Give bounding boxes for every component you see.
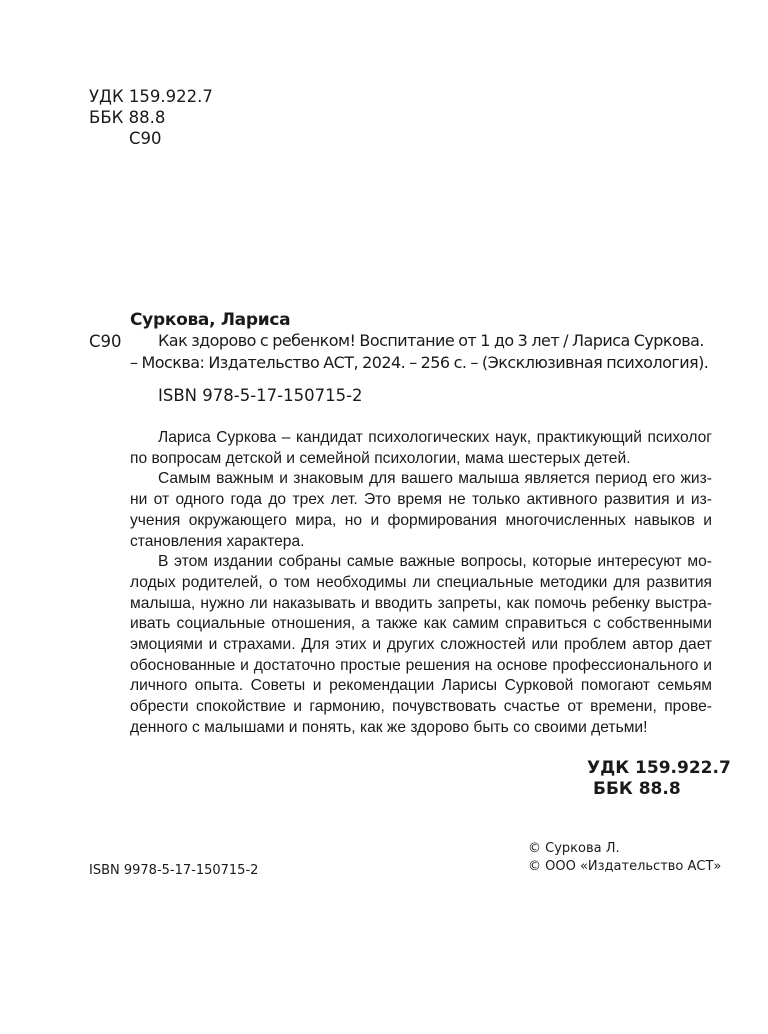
author-sign: С90 xyxy=(129,129,162,148)
annotation-paragraph-3: В этом издании собраны самые важные вопросы, которые интересуют молодых родителей, о том необходимы ли специальные методики для развития малыша, нужно ли наказывать и вводить запреты, как помочь ребенку выстраивать социальные отношения, а также как самим справиться с собственными эмоциями и страхами. Для этих и других сложностей или проблем автор дает обоснованные и достаточно простые решения на основе профессионального и личного опыта. Советы и рекомендации Ларисы Сурковой помогают семьям обрести спокойствие и гармонию, почувствовать счастье от времени, проведенного с малышами и понять, как же здорово быть со своими детьми! xyxy=(130,553,712,736)
copyright-publisher: © ООО «Издательство АСТ» xyxy=(528,859,722,874)
copyright-block xyxy=(528,840,721,876)
annotation-paragraph-1: Лариса Суркова – кандидат психологических наук, практикующий психолог по вопросам детской и семейной психологии, мама шестерых детей. xyxy=(130,429,712,467)
bibliographic-description: Как здорово с ребенком! Воспитание от 1 до 3 лет / Лариса Суркова. – Москва: Издательство АСТ, 2024. – 256 с. – (Эксклюзивная психология). xyxy=(130,331,709,372)
copyright-author: © Суркова Л. xyxy=(528,841,620,856)
author-name: Суркова, Лариса xyxy=(130,310,291,330)
isbn-footer: ISBN 9978-5-17-150715-2 xyxy=(89,863,259,878)
author-sign-entry: С90 xyxy=(89,332,122,351)
classification-codes-bottom xyxy=(587,758,731,800)
bbk-code-bottom: ББК 88.8 xyxy=(593,779,681,799)
udk-code: УДК 159.922.7 xyxy=(89,87,213,106)
udk-code-bottom: УДК 159.922.7 xyxy=(587,758,731,778)
annotation xyxy=(130,428,712,739)
isbn-entry: ISBN 978-5-17-150715-2 xyxy=(158,386,363,405)
classification-codes-top xyxy=(89,86,213,149)
annotation-paragraph-2: Самым важным и знаковым для вашего малыша является период его жизни от одного года до трех лет. Это время не только активного развития и изучения окружающего мира, но и формирования многочисленных навыков и становления характера. xyxy=(130,470,712,550)
bbk-code: ББК 88.8 xyxy=(89,108,166,127)
